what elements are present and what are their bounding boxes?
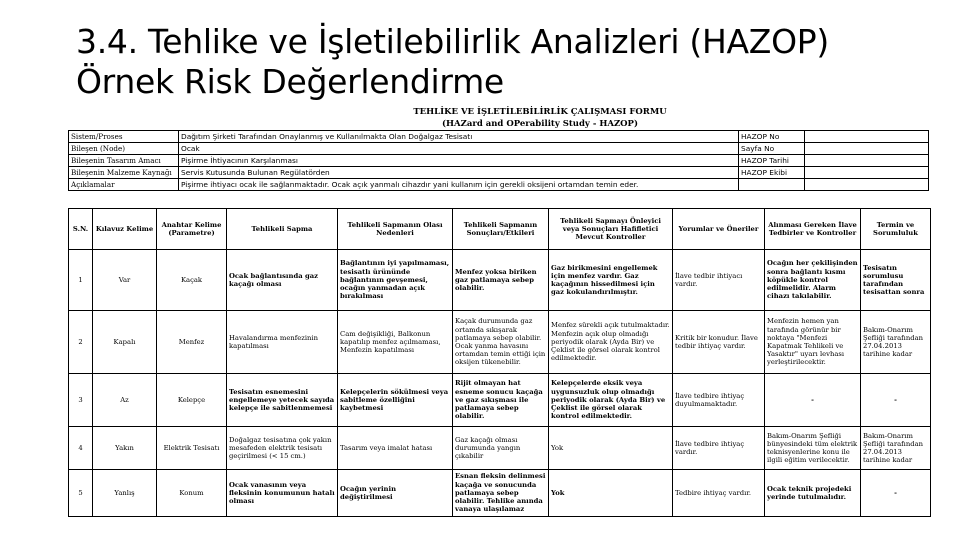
cell-kontrol: Yok xyxy=(549,470,673,517)
cell-sonuc: Esnan fleksin delinmesi kaçağa ve sonucunda patlamaya sebep olabilir. Tehlike anında vanaya ulaşılamaz xyxy=(453,470,549,517)
form-meta-table xyxy=(68,130,929,191)
cell-yorum: Tedbire ihtiyaç vardır. xyxy=(673,470,765,517)
column-header: Tehlikeli Sapma xyxy=(227,209,338,250)
meta-value: Ocak xyxy=(179,143,739,155)
meta-right-label: Sayfa No xyxy=(739,143,805,155)
table-row xyxy=(69,311,931,374)
cell-tedbir: Bakım-Onarım Şefliği bünyesindeki tüm elektrik teknisyenlerine konu ile ilgili eğitim verilecektir. xyxy=(765,427,861,470)
hazop-table xyxy=(68,208,931,517)
meta-row xyxy=(69,155,929,167)
form-heading-line-1: TEHLİKE VE İŞLETİLEBİLİRLİK ÇALIŞMASI FORMU xyxy=(413,107,667,117)
cell-neden: Kelepçelerin sökülmesi veya sabitleme özelliğini kaybetmesi xyxy=(338,374,453,427)
cell-anahtar: Elektrik Tesisatı xyxy=(157,427,227,470)
cell-neden: Bağlantının iyi yapılmaması, tesisatlı ürününde bağlantının gevşemesi, ocağın yanmadan açık bırakılması xyxy=(338,250,453,311)
meta-label: Bileşenin Tasarım Amacı xyxy=(69,155,179,167)
form-heading-line-2: (HAZard and OPerability Study - HAZOP) xyxy=(442,119,638,129)
column-header: Alınması Gereken İlave Tedbirler ve Kontroller xyxy=(765,209,861,250)
meta-value: Dağıtım Şirketi Tarafından Onaylanmış ve Kullanılmakta Olan Doğalgaz Tesisatı xyxy=(179,131,739,143)
meta-value: Pişirme ihtiyacı ocak ile sağlanmaktadır. Ocak açık yanmalı cihazdır yani kullanım için gerekli oksijeni ortamdan temin eder. xyxy=(179,179,739,191)
cell-tedbir: Ocağın her çekilişinden sonra bağlantı kısmı köpükle kontrol edilmelidir. Alarm cihazı takılabilir. xyxy=(765,250,861,311)
table-row xyxy=(69,250,931,311)
cell-termin: - xyxy=(861,470,931,517)
cell-sonuc: Rijit olmayan hat esneme sonucu kaçağa ve gaz sıkışması ile patlamaya sebep olabilir. xyxy=(453,374,549,427)
cell-sonuc: Kaçak durumunda gaz ortamda sıkışarak patlamaya sebep olabilir. Ocak yanma havasını ortamdan temin ettiği için oksijen tükenebilir. xyxy=(453,311,549,374)
column-header: S.N. xyxy=(69,209,93,250)
meta-right-value xyxy=(805,131,929,143)
cell-termin: - xyxy=(861,374,931,427)
meta-label: Bileşen (Node) xyxy=(69,143,179,155)
cell-kilavuz: Kapalı xyxy=(93,311,157,374)
cell-yorum: Kritik bir konudur. İlave tedbir ihtiyaç vardır. xyxy=(673,311,765,374)
cell-sapma: Doğalgaz tesisatına çok yakın mesafeden elektrik tesisatı geçirilmesi (< 15 cm.) xyxy=(227,427,338,470)
cell-sapma: Ocak vanasının veya fleksinin konumunun hatalı olması xyxy=(227,470,338,517)
meta-row xyxy=(69,167,929,179)
meta-value: Servis Kutusunda Bulunan Regülatörden xyxy=(179,167,739,179)
cell-anahtar: Kaçak xyxy=(157,250,227,311)
column-header: Termin ve Sorumluluk xyxy=(861,209,931,250)
hazop-form xyxy=(68,104,930,536)
meta-right-label: HAZOP Tarihi xyxy=(739,155,805,167)
column-header: Tehlikeli Sapmanın Olası Nedenleri xyxy=(338,209,453,250)
meta-value: Pişirme İhtiyacının Karşılanması xyxy=(179,155,739,167)
form-heading xyxy=(370,106,710,130)
column-header: Anahtar Kelime (Parametre) xyxy=(157,209,227,250)
cell-kilavuz: Az xyxy=(93,374,157,427)
cell-termin: Bakım-Onarım Şefliği tarafından 27.04.2013 tarihine kadar xyxy=(861,427,931,470)
column-header: Kılavuz Kelime xyxy=(93,209,157,250)
cell-sapma: Ocak bağlantısında gaz kaçağı olması xyxy=(227,250,338,311)
cell-yorum: İlave tedbire ihtiyaç vardır. xyxy=(673,427,765,470)
cell-termin: Tesisatın sorumlusu tarafından tesisattan sonra xyxy=(861,250,931,311)
meta-row xyxy=(69,143,929,155)
cell-kilavuz: Yanlış xyxy=(93,470,157,517)
cell-kontrol: Yok xyxy=(549,427,673,470)
cell-sn: 3 xyxy=(69,374,93,427)
meta-row xyxy=(69,179,929,191)
cell-yorum: İlave tedbire ihtiyaç duyulmamaktadır. xyxy=(673,374,765,427)
cell-sapma: Havalandırma menfezinin kapatılması xyxy=(227,311,338,374)
meta-right-value xyxy=(805,143,929,155)
cell-neden: Ocağın yerinin değiştirilmesi xyxy=(338,470,453,517)
cell-anahtar: Konum xyxy=(157,470,227,517)
meta-right-value xyxy=(805,167,929,179)
cell-sn: 1 xyxy=(69,250,93,311)
meta-right-label: HAZOP Ekibi xyxy=(739,167,805,179)
cell-kilavuz: Var xyxy=(93,250,157,311)
meta-label: Açıklamalar xyxy=(69,179,179,191)
meta-label: Sistem/Proses xyxy=(69,131,179,143)
cell-sn: 2 xyxy=(69,311,93,374)
cell-kontrol: Menfez sürekli açık tutulmaktadır. Menfezin açık olup olmadığı periyodik olarak (Ayda Bir) ve Çeklist ile görsel olarak kontrol edilmektedir. xyxy=(549,311,673,374)
cell-neden: Tasarım veya imalat hatası xyxy=(338,427,453,470)
table-row xyxy=(69,427,931,470)
cell-tedbir: Menfezin hemen yan tarafında görünür bir noktaya "Menfezi Kapatmak Tehlikeli ve Yasaktır" uyarı levhası yerleştirilecektir. xyxy=(765,311,861,374)
cell-tedbir: Ocak teknik projedeki yerinde tutulmalıdır. xyxy=(765,470,861,517)
cell-tedbir: - xyxy=(765,374,861,427)
cell-sn: 5 xyxy=(69,470,93,517)
cell-neden: Cam değişikliği, Balkonun kapatılıp menfez açılmaması, Menfezin kapatılması xyxy=(338,311,453,374)
slide-title xyxy=(76,22,936,102)
meta-right-label xyxy=(739,179,805,191)
cell-yorum: İlave tedbir ihtiyacı vardır. xyxy=(673,250,765,311)
table-header-row xyxy=(69,209,931,250)
table-row xyxy=(69,470,931,517)
cell-kontrol: Kelepçelerde eksik veya uygunsuzluk olup olmadığı periyodik olarak (Ayda Bir) ve Çeklist ile görsel olarak kontrol edilmektedir. xyxy=(549,374,673,427)
cell-sonuc: Menfez yoksa biriken gaz patlamaya sebep olabilir. xyxy=(453,250,549,311)
cell-anahtar: Menfez xyxy=(157,311,227,374)
cell-kontrol: Gaz birikmesini engellemek için menfez vardır. Gaz kaçağının hissedilmesi için gaz kokulandırılmıştır. xyxy=(549,250,673,311)
column-header: Tehlikeli Sapmanın Sonuçları/Etkileri xyxy=(453,209,549,250)
cell-sapma: Tesisatın esnemesini engellemeye yetecek sayıda kelepçe ile sabitlenmemesi xyxy=(227,374,338,427)
meta-label: Bileşenin Malzeme Kaynağı xyxy=(69,167,179,179)
cell-sonuc: Gaz kaçağı olması durumunda yangın çıkabilir xyxy=(453,427,549,470)
cell-anahtar: Kelepçe xyxy=(157,374,227,427)
title-line-1: 3.4. Tehlike ve İşletilebilirlik Analizleri (HAZOP) xyxy=(76,22,829,61)
meta-right-value xyxy=(805,155,929,167)
cell-termin: Bakım-Onarım Şefliği tarafından 27.04.2013 tarihine kadar xyxy=(861,311,931,374)
title-line-2: Örnek Risk Değerlendirme xyxy=(76,62,504,101)
table-row xyxy=(69,374,931,427)
column-header: Yorumlar ve Öneriler xyxy=(673,209,765,250)
cell-sn: 4 xyxy=(69,427,93,470)
meta-row xyxy=(69,131,929,143)
meta-right-label: HAZOP No xyxy=(739,131,805,143)
cell-kilavuz: Yakın xyxy=(93,427,157,470)
column-header: Tehlikeli Sapmayı Önleyici veya Sonuçları Hafifletici Mevcut Kontroller xyxy=(549,209,673,250)
meta-right-value xyxy=(805,179,929,191)
